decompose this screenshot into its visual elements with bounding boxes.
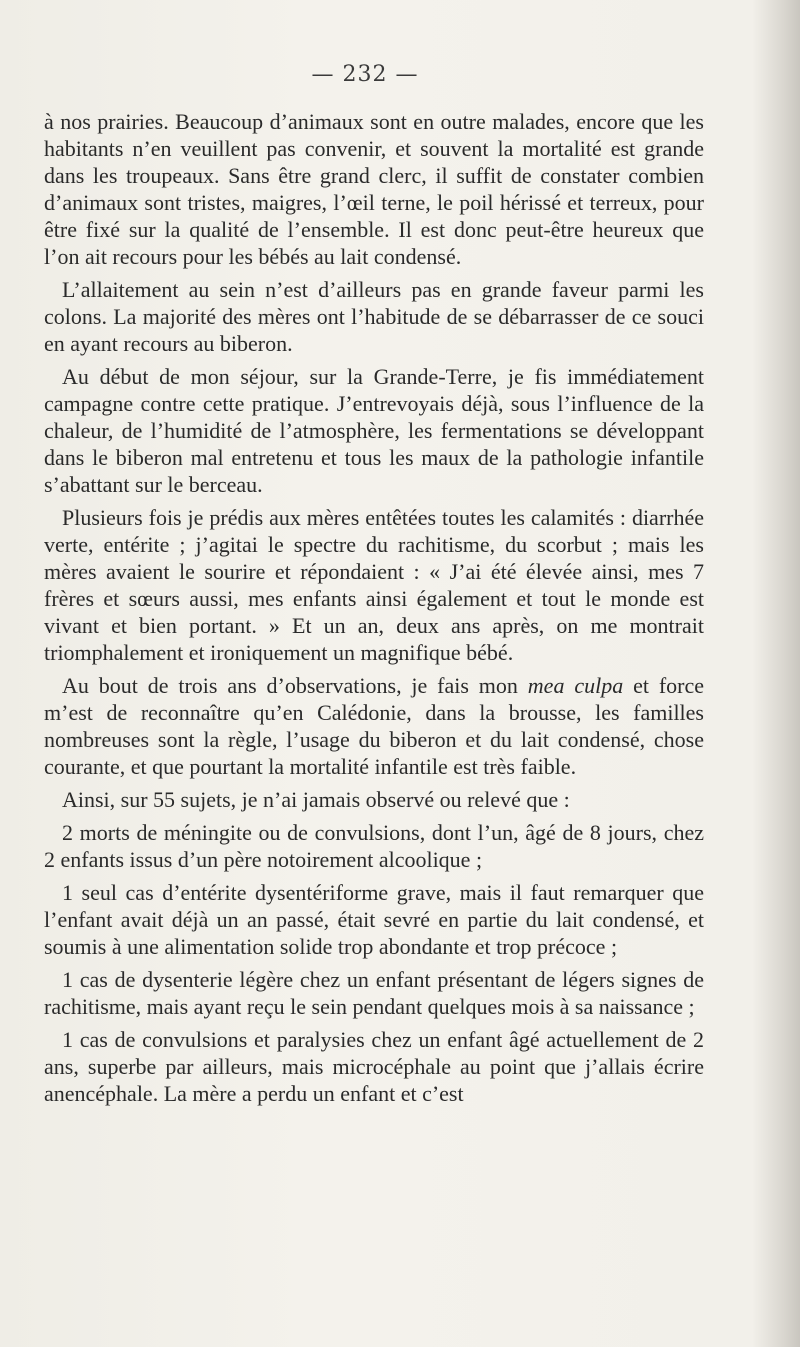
paragraph-9: 1 cas de dysenterie légère chez un enfant présentant de légers signes de rachitisme, mais ayant reçu le sein pendant quelques mois à sa naissance ; xyxy=(44,967,704,1019)
paragraph-4: Plusieurs fois je prédis aux mères entêtées toutes les calamités : diarrhée verte, entérite ; j’agitai le spectre du rachitisme, du scorbut ; mais les mères avaient le sourire et répondaient : « J’ai été élevée ainsi, mes 7 frères et sœurs aussi, mes enfants ainsi également et tout le monde est vivant et bien portant. » Et un an, deux ans après, on me montrait triomphalement et ironiquement un magnifique bébé. xyxy=(44,505,704,665)
paragraph-5-italic: mea culpa xyxy=(527,673,624,698)
paragraph-2: L’allaitement au sein n’est d’ailleurs pas en grande faveur parmi les colons. La majorité des mères ont l’habitude de se débarrasser de ce souci en ayant recours au biberon. xyxy=(44,277,704,356)
paragraph-5-text-after: et force m’est de reconnaître qu’en Calédonie, dans la brousse, les familles nombreuses sont la règle, l’usage du biberon et du lait condensé, chose courante, et que pourtant la mortalité infantile est très faible. xyxy=(44,673,704,779)
body-text xyxy=(44,108,704,1113)
paragraph-10: 1 cas de convulsions et paralysies chez un enfant âgé actuellement de 2 ans, superbe par ailleurs, mais microcéphale au point que j’allais écrire anencéphale. La mère a perdu un enfant et c’est xyxy=(44,1027,704,1106)
page-number: — 232 — xyxy=(311,62,419,87)
paragraph-8: 1 seul cas d’entérite dysentériforme grave, mais il faut remarquer que l’enfant avait déjà un an passé, était sevré en partie du lait condensé, et soumis à une alimentation solide trop abondante et trop précoce ; xyxy=(44,880,704,959)
paragraph-5-text-before: Au bout de trois ans d’observations, je fais mon xyxy=(62,673,528,698)
paragraph-6: Ainsi, sur 55 sujets, je n’ai jamais observé ou relevé que : xyxy=(62,787,570,812)
paragraph-5 xyxy=(44,672,704,780)
paragraph-7: 2 morts de méningite ou de convulsions, dont l’un, âgé de 8 jours, chez 2 enfants issus d’un père notoirement alcoolique ; xyxy=(44,820,704,872)
paragraph-1: à nos prairies. Beaucoup d’animaux sont en outre malades, encore que les habitants n’en veuillent pas convenir, et souvent la mortalité est grande dans les troupeaux. Sans être grand clerc, il suffit de constater combien d’animaux sont tristes, maigres, l’œil terne, le poil hérissé et terreux, pour être fixé sur la qualité de l’ensemble. Il est donc peut-être heureux que l’on ait recours pour les bébés au lait condensé. xyxy=(44,109,704,269)
paragraph-3: Au début de mon séjour, sur la Grande-Terre, je fis immédiatement campagne contre cette pratique. J’entrevoyais déjà, sous l’influence de la chaleur, de l’humidité de l’atmosphère, les fermentations se développant dans le biberon mal entretenu et tous les maux de la pathologie infantile s’abattant sur le berceau. xyxy=(44,364,704,497)
